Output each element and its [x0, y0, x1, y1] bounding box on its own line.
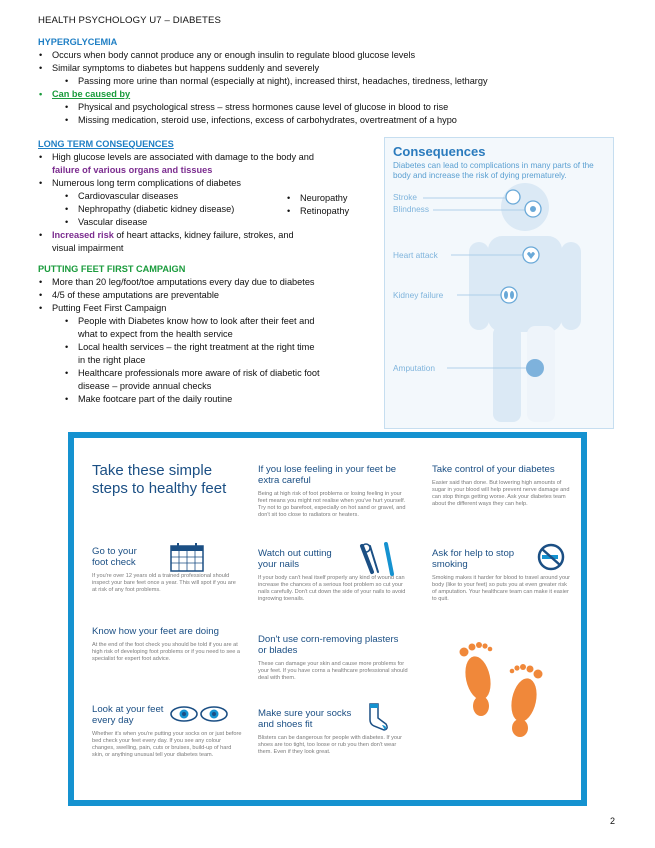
eye-icon	[170, 704, 230, 724]
consequences-title: Consequences	[393, 144, 486, 159]
block-lose-feeling	[258, 464, 408, 519]
lt-bullet-2: • Numerous long term complications of diabetes	[52, 177, 314, 190]
body-silhouette-icon	[385, 138, 613, 428]
ff-sub-3: • Healthcare professionals more aware of risk of diabetic foot	[78, 367, 320, 380]
block-body: At the end of the foot check you should be told if you are at high risk of developing foot problems or if you need to see a specialist for expert foot advice.	[92, 642, 241, 662]
feet-first-section	[38, 263, 320, 406]
cause-bullet-2: • Missing medication, steroid use, infections, excess of carbohydrates, overtreatment of a hypo	[78, 114, 488, 127]
block-body: If you're over 12 years old a trained professional should inspect your bare feet once a year. This will spot if you are at risk of any foot problems.	[92, 573, 236, 593]
lt-bullet-1-highlight: failure of various organs and tissues	[52, 165, 213, 175]
hyperglycemia-section	[38, 36, 488, 127]
block-heading: Know how your feet are doing	[92, 626, 219, 637]
block-heading: Go to your foot check	[92, 546, 137, 568]
label-heart-attack: Heart attack	[393, 250, 438, 260]
complication-item: • Retinopathy	[300, 205, 349, 218]
cause-bullet-1: • Physical and psychological stress – stress hormones cause level of glucose in blood to rise	[78, 101, 488, 114]
block-heading: Look at your feet every day	[92, 704, 164, 726]
leaflet-inner	[74, 438, 581, 800]
left-leg-shape	[493, 326, 521, 422]
right-arm-shape	[561, 242, 581, 330]
ff-sub-2: • Local health services – the right treatment at the right time	[78, 341, 320, 354]
hyper-subbullet-symptoms: • Passing more urine than normal (especially at night), increased thirst, headaches, tiredness, lethargy	[78, 75, 488, 88]
block-body: These can damage your skin and cause more problems for your feet. If you have corns a healthcare professional should deal with them.	[258, 661, 408, 681]
no-smoking-icon	[536, 542, 566, 572]
ff-bullet-3: • Putting Feet First Campaign	[52, 302, 320, 315]
lt-bullet-3-text: of heart attacks, kidney failure, strokes, and	[113, 230, 294, 240]
calendar-icon	[169, 541, 205, 573]
lt-bullet-3	[52, 229, 314, 242]
ff-sub-1: • People with Diabetes know how to look after their feet and	[78, 315, 320, 328]
caused-by-heading: • Can be caused by	[52, 88, 488, 101]
label-amputation: Amputation	[393, 363, 435, 373]
complication-item: • Vascular disease	[78, 216, 147, 229]
complication-item: • Cardiovascular diseases	[78, 190, 178, 203]
complication-item: • Neuropathy	[300, 192, 348, 205]
page-number: 2	[609, 816, 615, 826]
block-heading: Watch out cutting your nails	[258, 548, 332, 570]
sock-icon	[364, 702, 392, 732]
ff-sub-2-cont: in the right place	[78, 355, 146, 365]
hyper-bullet-1: • Occurs when body cannot produce any or enough insulin to regulate blood glucose levels	[52, 49, 488, 62]
block-heading: Make sure your socks and shoes fit	[258, 708, 352, 730]
healthy-feet-leaflet	[68, 432, 587, 806]
lt-bullet-3-cont: visual impairment	[52, 243, 124, 253]
block-foot-check	[92, 546, 242, 594]
hyper-bullet-2: • Similar symptoms to diabetes but happens suddenly and severely	[52, 62, 488, 75]
consequences-panel	[384, 137, 614, 429]
label-blindness: Blindness	[393, 204, 429, 214]
block-body: Whether it's when you're putting your socks on or just before bed check your feet every day. If you see any colour changes, swelling, pain, cuts or bruises, build-up of hard skin, or anything unusual tell your diabetes team.	[92, 731, 242, 758]
block-body: Blisters can be dangerous for people with diabetes. If your shoes are too tight, too loose or rub you then don't wear them. Even if they look great.	[258, 735, 402, 755]
ff-bullet-2: • 4/5 of these amputations are preventable	[52, 289, 320, 302]
label-kidney-failure: Kidney failure	[393, 290, 444, 300]
long-term-section	[38, 138, 350, 255]
footprints-icon	[450, 630, 560, 740]
hyperglycemia-heading: HYPERGLYCEMIA	[38, 37, 118, 47]
label-stroke: Stroke	[393, 192, 417, 202]
block-body: Smoking makes it harder for blood to travel around your body (like to your feet) so puts you at even greater risk of amputation. Your healthcare team can make it easier to quit.	[432, 575, 571, 602]
leaflet-title: Take these simple steps to healthy feet	[92, 462, 227, 497]
lt-bullet-1: • High glucose levels are associated with damage to the body and	[52, 151, 314, 164]
document-title: HEALTH PSYCHOLOGY U7 – DIABETES	[38, 15, 221, 26]
clippers-icon	[356, 542, 396, 578]
ff-sub-4: • Make footcare part of the daily routine	[78, 393, 320, 406]
amputation-dot	[526, 359, 544, 377]
complication-item: • Nephropathy (diabetic kidney disease)	[78, 203, 234, 216]
brain-icon	[506, 190, 520, 204]
ff-sub-1-cont: what to expect from the health service	[78, 329, 233, 339]
feet-first-heading: PUTTING FEET FIRST CAMPAIGN	[38, 264, 186, 274]
ff-sub-3-cont: disease – provide annual checks	[78, 381, 212, 391]
ff-bullet-1: • More than 20 leg/foot/toe amputations every day due to diabetes	[52, 276, 320, 289]
block-heading: Ask for help to stop smoking	[432, 548, 515, 570]
block-know-feet	[92, 626, 242, 663]
block-heading: If you lose feeling in your feet be extra careful	[258, 464, 397, 486]
consequences-subtitle: Diabetes can lead to complications in many parts of the body and increase the risk of dying prematurely.	[393, 161, 594, 180]
increased-risk-highlight: Increased risk	[52, 230, 114, 240]
block-body: Being at high risk of foot problems or losing feeling in your feet means you might not realise when you've hurt yourself. Try not to go barefoot, especially on hot sand or gravel, and don't sit too close to radiators or heaters.	[258, 491, 406, 518]
block-body: If your body can't heal itself properly any kind of wound can increase the chances of a serious foot problem so cut your nails carefully. Don't cut down the side of your nails to avoid ingrowing toenails.	[258, 575, 406, 602]
block-take-control	[432, 464, 572, 508]
block-heading: Take control of your diabetes	[432, 464, 555, 475]
kidney-icon	[501, 287, 517, 303]
block-body: Easier said than done. But lowering high amounts of sugar in your blood will help prevent nerve damage and can stop things getting worse. Ask your diabetes team about the different ways they can help.	[432, 480, 570, 507]
block-heading: Don't use corn-removing plasters or blades	[258, 634, 399, 656]
block-corn-plasters	[258, 634, 408, 682]
long-term-heading: LONG TERM CONSEQUENCES	[38, 139, 174, 149]
